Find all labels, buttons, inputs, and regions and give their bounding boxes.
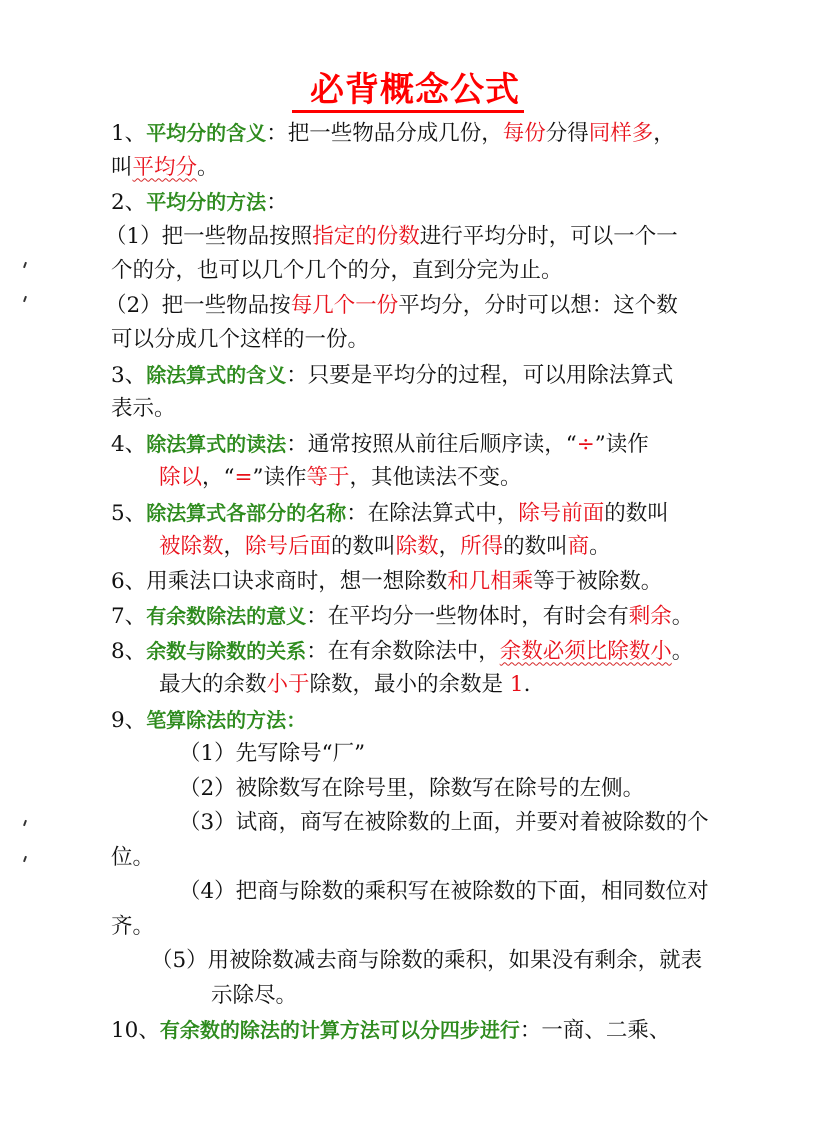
item-10-line-1: 10、有余数的除法的计算方法可以分四步进行：一商、二乘、	[111, 1018, 671, 1043]
formula-list	[105, 116, 771, 1048]
item-9-line-1: 9、笔算除法的方法：	[111, 707, 307, 733]
item-3-term: 除法算式的含义	[146, 362, 287, 387]
margin-mark	[23, 820, 27, 826]
item-6-line-1: 6、用乘法口诀求商时，想一想除数和几相乘等于被除数。	[111, 568, 663, 594]
item-2-sub-1-line-1: （1）把一些物品按照指定的份数进行平均分时，可以一个一	[105, 223, 678, 249]
item-1-line-2: 叫平均分。	[111, 154, 219, 180]
item-3-line-2: 表示。	[111, 396, 176, 421]
item-4-line-1: 4、除法算式的读法：通常按照从前往后顺序读，“÷”读作	[111, 431, 649, 457]
item-5-term: 除法算式各部分的名称	[146, 500, 347, 525]
item-5-line-1: 5、除法算式各部分的名称：在除法算式中，除号前面的数叫	[111, 500, 669, 526]
item-2-term: 平均分的方法	[146, 190, 267, 214]
item-7-term: 有余数除法的意义	[146, 604, 307, 628]
item-1-line-1: 1、平均分的含义：把一些物品分成几份，每份分得同样多，	[111, 121, 675, 146]
item-1-term: 平均分的含义	[146, 121, 267, 145]
page-title-text: 必背概念公式	[292, 70, 524, 113]
item-8-line-2: 最大的余数小于除数，最小的余数是 1.	[159, 672, 531, 697]
item-9-step-5-line-2: 示除尽。	[211, 982, 298, 1008]
page-title	[0, 70, 816, 113]
item-9-step-4-line-1: （4）把商与除数的乘积写在被除数的下面，相同数位对	[179, 879, 709, 904]
item-8-term: 余数与除数的关系	[146, 638, 307, 663]
item-4-line-2: 除以，“=”读作等于，其他读法不变。	[159, 465, 522, 490]
item-5-line-2: 被除数，除号后面的数叫除数，所得的数叫商。	[159, 534, 611, 559]
item-8-line-1: 8、余数与除数的关系：在有余数除法中，余数必须比除数小。	[111, 638, 694, 664]
item-2-sub-1-line-2: 个的分，也可以几个几个的分，直到分完为止。	[111, 258, 563, 283]
item-9-step-3-line-1: （3）试商，商写在被除数的上面，并要对着被除数的个	[179, 810, 709, 835]
item-9-step-4-line-2: 齐。	[111, 913, 155, 939]
item-9-step-2: （2）被除数写在除号里，除数写在除号的左侧。	[179, 775, 645, 801]
item-9-term: 笔算除法的方法	[146, 707, 287, 732]
margin-mark	[23, 262, 27, 268]
item-2-sub-2-line-1: （2）把一些物品按每几个一份平均分，分时可以想：这个数	[105, 292, 678, 318]
item-7-line-1: 7、有余数除法的意义：在平均分一些物体时，有时会有剩余。	[111, 604, 694, 629]
item-10-term: 有余数的除法的计算方法可以分四步进行	[159, 1018, 520, 1042]
margin-mark	[23, 856, 27, 862]
item-9-step-3-line-2: 位。	[111, 844, 155, 870]
item-2-sub-2-line-2: 可以分成几个这样的一份。	[111, 327, 370, 352]
item-3-line-1: 3、除法算式的含义：只要是平均分的过程，可以用除法算式	[111, 362, 674, 388]
item-9-step-1: （1）先写除号“厂”	[179, 741, 366, 766]
margin-mark	[23, 296, 27, 302]
item-4-term: 除法算式的读法	[146, 431, 287, 456]
item-9-step-5-line-1: （5）用被除数减去商与除数的乘积，如果没有剩余，就表	[151, 948, 703, 973]
item-2-line-1: 2、平均分的方法：	[111, 190, 288, 215]
